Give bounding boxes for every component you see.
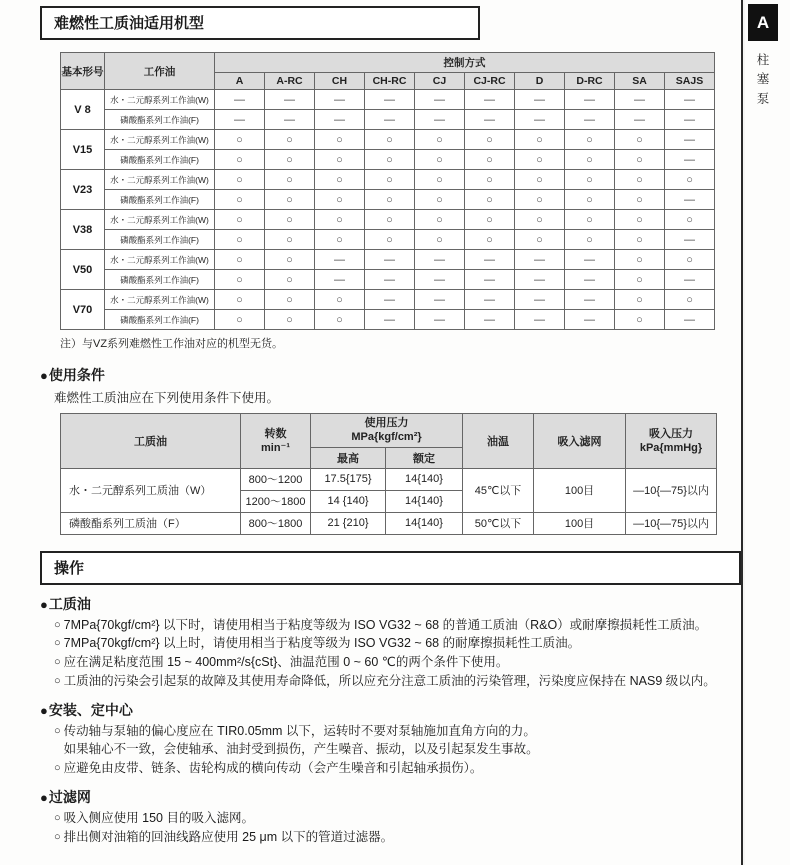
max-pressure-value: 14 {140}	[311, 490, 386, 512]
available-mark: ○	[615, 290, 665, 310]
conditions-row-water-glycol-1	[61, 468, 717, 490]
operation-item-line: 排出侧对油箱的回油线路应使用 25 μm 以下的管道过滤器。	[63, 829, 394, 844]
column-header-fluid: 工质油	[61, 414, 241, 469]
oil-type-cell: 水・二元醇系列工作油(W)	[105, 290, 215, 310]
operation-item-line: 传动轴与泵轴的偏心度应在 TIR0.05mm 以下，运转时不要对泵轴施加直角方向的力。	[63, 723, 536, 738]
available-mark: ○	[365, 130, 415, 150]
oil-type-cell: 磷酸酯系列工作油(F)	[105, 110, 215, 130]
not-available-mark: —	[415, 90, 465, 110]
available-mark: ○	[315, 150, 365, 170]
available-mark: ○	[615, 310, 665, 330]
column-header-control-cj: CJ	[415, 73, 465, 90]
suction-value: —10{—75}以内	[626, 468, 717, 512]
available-mark: ○	[465, 210, 515, 230]
not-available-mark: —	[465, 250, 515, 270]
operation-item	[54, 653, 741, 672]
rated-pressure-value: 14{140}	[386, 490, 463, 512]
operation-subheading	[40, 787, 741, 807]
available-mark: ○	[265, 310, 315, 330]
not-available-mark: —	[665, 90, 715, 110]
column-header-control-cj-rc: CJ-RC	[465, 73, 515, 90]
available-mark: ○	[565, 230, 615, 250]
circle-bullet-icon: ○	[54, 618, 61, 631]
operation-title-text: 操作	[54, 559, 85, 577]
not-available-mark: —	[415, 290, 465, 310]
available-mark: ○	[415, 150, 465, 170]
operation-item-line: 7MPa{70kgf/cm²} 以下时，请使用相当于粘度等级为 ISO VG32 ~ 68 的普通工质油（R&O）或耐摩擦损耗性工质油。	[63, 617, 708, 632]
bullet-icon: ●	[40, 368, 48, 383]
available-mark: ○	[315, 230, 365, 250]
bullet-icon: ●	[40, 596, 48, 612]
not-available-mark: —	[365, 250, 415, 270]
available-mark: ○	[465, 130, 515, 150]
available-mark: ○	[415, 130, 465, 150]
oil-type-cell: 水・二元醇系列工作油(W)	[105, 90, 215, 110]
conditions-heading	[40, 365, 741, 385]
conditions-heading-text: 使用条件	[48, 367, 105, 383]
not-available-mark: —	[315, 110, 365, 130]
model-table-row	[61, 230, 715, 250]
operation-subheading	[40, 594, 741, 614]
available-mark: ○	[215, 270, 265, 290]
speed-header-line2: min⁻¹	[260, 441, 291, 454]
not-available-mark: —	[565, 270, 615, 290]
model-table-row	[61, 210, 715, 230]
rated-pressure-value: 14{140}	[386, 512, 463, 534]
oil-type-cell: 磷酸酯系列工作油(F)	[105, 190, 215, 210]
not-available-mark: —	[565, 90, 615, 110]
not-available-mark: —	[665, 230, 715, 250]
available-mark: ○	[515, 170, 565, 190]
available-mark: ○	[615, 270, 665, 290]
not-available-mark: —	[515, 290, 565, 310]
model-table-row	[61, 170, 715, 190]
operation-subheading-text: 安装、定中心	[48, 701, 133, 718]
operation-subheading-text: 工质油	[48, 595, 91, 612]
circle-bullet-icon: ○	[54, 830, 61, 843]
available-mark: ○	[215, 290, 265, 310]
available-mark: ○	[565, 190, 615, 210]
available-mark: ○	[215, 210, 265, 230]
operation-item	[54, 828, 741, 847]
available-mark: ○	[265, 130, 315, 150]
speed-value: 800～1200	[241, 468, 311, 490]
available-mark: ○	[265, 250, 315, 270]
page-title-text: 难燃性工质油适用机型	[54, 15, 205, 32]
available-mark: ○	[215, 130, 265, 150]
available-mark: ○	[265, 290, 315, 310]
column-header-control-d: D	[515, 73, 565, 90]
column-header-control-ch: CH	[315, 73, 365, 90]
column-header-rated: 额定	[386, 447, 463, 468]
model-table-row	[61, 130, 715, 150]
temp-value: 50℃以下	[463, 512, 534, 534]
speed-header-line1: 转数	[264, 427, 287, 440]
operation-item-text	[64, 759, 741, 778]
oil-type-cell: 水・二元醇系列工作油(W)	[105, 130, 215, 150]
section-index-tab: A	[748, 4, 778, 41]
column-header-model: 基本形号	[61, 53, 105, 90]
operation-item	[54, 672, 741, 691]
not-available-mark: —	[515, 110, 565, 130]
available-mark: ○	[565, 170, 615, 190]
model-table-row	[61, 190, 715, 210]
available-mark: ○	[265, 170, 315, 190]
not-available-mark: —	[465, 270, 515, 290]
column-header-temp: 油温	[463, 414, 534, 469]
oil-type-cell: 磷酸酯系列工作油(F)	[105, 310, 215, 330]
model-table-row	[61, 90, 715, 110]
speed-value: 800～1800	[241, 512, 311, 534]
not-available-mark: —	[365, 110, 415, 130]
column-header-strainer: 吸入滤网	[534, 414, 626, 469]
not-available-mark: —	[265, 90, 315, 110]
conditions-header-row-1	[61, 414, 717, 448]
speed-value: 1200～1800	[241, 490, 311, 512]
available-mark: ○	[465, 230, 515, 250]
available-mark: ○	[565, 150, 615, 170]
not-available-mark: —	[365, 90, 415, 110]
not-available-mark: —	[215, 110, 265, 130]
operation-subheading-text: 过滤网	[48, 788, 91, 805]
not-available-mark: —	[615, 110, 665, 130]
operation-item-text	[64, 672, 741, 691]
available-mark: ○	[315, 290, 365, 310]
fluid-label-water-glycol: 水・二元醇系列工质油（W）	[61, 468, 241, 512]
available-mark: ○	[315, 190, 365, 210]
available-mark: ○	[315, 210, 365, 230]
fluid-label-phosphate: 磷酸酯系列工质油（F）	[61, 512, 241, 534]
available-mark: ○	[215, 310, 265, 330]
available-mark: ○	[615, 250, 665, 270]
column-header-suction	[626, 414, 717, 469]
not-available-mark: —	[365, 290, 415, 310]
operation-item-text	[64, 722, 741, 760]
column-header-control-group: 控制方式	[215, 53, 715, 73]
circle-bullet-icon: ○	[54, 762, 61, 775]
rated-pressure-value: 14{140}	[386, 468, 463, 490]
not-available-mark: —	[665, 130, 715, 150]
available-mark: ○	[315, 310, 365, 330]
operation-item	[54, 759, 741, 778]
circle-bullet-icon: ○	[54, 637, 61, 650]
available-mark: ○	[665, 210, 715, 230]
strainer-value: 100目	[534, 512, 626, 534]
pressure-header-line2: MPa{kgf/cm²}	[351, 431, 422, 444]
available-mark: ○	[465, 190, 515, 210]
available-mark: ○	[215, 250, 265, 270]
available-mark: ○	[365, 150, 415, 170]
operation-sections	[40, 594, 741, 847]
page-title	[40, 6, 480, 40]
operation-item	[54, 634, 741, 653]
available-mark: ○	[415, 230, 465, 250]
max-pressure-value: 21 {210}	[311, 512, 386, 534]
strainer-value: 100目	[534, 468, 626, 512]
not-available-mark: —	[265, 110, 315, 130]
model-name-cell: V 8	[61, 90, 105, 130]
bullet-icon: ●	[40, 789, 48, 805]
not-available-mark: —	[315, 270, 365, 290]
not-available-mark: —	[315, 250, 365, 270]
column-header-speed	[241, 414, 311, 469]
model-table-row	[61, 150, 715, 170]
oil-type-cell: 磷酸酯系列工作油(F)	[105, 230, 215, 250]
available-mark: ○	[465, 150, 515, 170]
column-header-control-ch-rc: CH-RC	[365, 73, 415, 90]
page-edge-index	[745, 0, 790, 865]
available-mark: ○	[565, 210, 615, 230]
not-available-mark: —	[515, 250, 565, 270]
available-mark: ○	[265, 190, 315, 210]
not-available-mark: —	[665, 190, 715, 210]
not-available-mark: —	[415, 270, 465, 290]
operation-item-text	[64, 653, 741, 672]
operation-item-text	[64, 828, 741, 847]
model-table-row	[61, 270, 715, 290]
not-available-mark: —	[465, 310, 515, 330]
available-mark: ○	[415, 170, 465, 190]
model-table-row	[61, 290, 715, 310]
table-note: 注）与VZ系列难燃性工作油对应的机型无货。	[60, 338, 284, 350]
model-table-header-row-1	[61, 53, 715, 73]
not-available-mark: —	[665, 150, 715, 170]
column-header-control-d-rc: D-RC	[565, 73, 615, 90]
available-mark: ○	[215, 230, 265, 250]
circle-bullet-icon: ○	[54, 656, 61, 669]
oil-type-cell: 水・二元醇系列工作油(W)	[105, 170, 215, 190]
available-mark: ○	[265, 270, 315, 290]
not-available-mark: —	[515, 90, 565, 110]
operation-item-text	[64, 634, 741, 653]
column-header-control-sajs: SAJS	[665, 73, 715, 90]
available-mark: ○	[665, 250, 715, 270]
not-available-mark: —	[465, 290, 515, 310]
available-mark: ○	[365, 210, 415, 230]
section-index-label: 柱塞泵	[756, 53, 770, 106]
available-mark: ○	[365, 170, 415, 190]
available-mark: ○	[565, 130, 615, 150]
model-name-cell: V15	[61, 130, 105, 170]
oil-type-cell: 水・二元醇系列工作油(W)	[105, 210, 215, 230]
operation-subheading	[40, 700, 741, 720]
temp-value: 45℃以下	[463, 468, 534, 512]
model-name-cell: V23	[61, 170, 105, 210]
not-available-mark: —	[665, 110, 715, 130]
bullet-icon: ●	[40, 702, 48, 718]
available-mark: ○	[315, 170, 365, 190]
model-name-cell: V70	[61, 290, 105, 330]
model-table-row	[61, 250, 715, 270]
available-mark: ○	[515, 230, 565, 250]
circle-bullet-icon: ○	[54, 724, 61, 737]
usage-conditions-table	[60, 413, 717, 535]
not-available-mark: —	[565, 290, 615, 310]
available-mark: ○	[265, 230, 315, 250]
not-available-mark: —	[415, 110, 465, 130]
oil-type-cell: 水・二元醇系列工作油(W)	[105, 250, 215, 270]
oil-type-cell: 磷酸酯系列工作油(F)	[105, 270, 215, 290]
operation-item-line: 7MPa{70kgf/cm²} 以上时，请使用相当于粘度等级为 ISO VG32 ~ 68 的耐摩擦损耗性工质油。	[63, 636, 581, 651]
not-available-mark: —	[315, 90, 365, 110]
operation-section-title	[40, 551, 741, 585]
available-mark: ○	[515, 150, 565, 170]
operation-item	[54, 616, 741, 635]
suction-value: —10{—75}以内	[626, 512, 717, 534]
not-available-mark: —	[465, 110, 515, 130]
column-header-max: 最高	[311, 447, 386, 468]
operation-item-line: 如果轴心不一致，会使轴承、油封受到损伤，产生噪音、振动，以及引起泵发生事故。	[63, 742, 539, 757]
model-name-cell: V50	[61, 250, 105, 290]
oil-type-cell: 磷酸酯系列工作油(F)	[105, 150, 215, 170]
not-available-mark: —	[565, 310, 615, 330]
model-name-cell: V38	[61, 210, 105, 250]
not-available-mark: —	[665, 310, 715, 330]
available-mark: ○	[265, 150, 315, 170]
available-mark: ○	[615, 130, 665, 150]
available-mark: ○	[615, 210, 665, 230]
column-header-oil: 工作油	[105, 53, 215, 90]
applicable-models-table	[60, 52, 715, 330]
column-header-pressure	[311, 414, 463, 448]
not-available-mark: —	[215, 90, 265, 110]
column-header-control-a: A	[215, 73, 265, 90]
pressure-header-line1: 使用压力	[364, 417, 409, 429]
operation-item-line: 工质油的污染会引起泵的故障及其使用寿命降低，所以应充分注意工质油的污染管理，污染度应保持在 NAS9 级以内。	[63, 673, 716, 688]
available-mark: ○	[215, 150, 265, 170]
operation-item	[54, 809, 741, 828]
operation-item-line: 吸入侧应使用 150 目的吸入滤网。	[63, 810, 254, 825]
not-available-mark: —	[515, 310, 565, 330]
suction-header-line2: kPa{mmHg}	[639, 441, 703, 454]
conditions-row-phosphate	[61, 512, 717, 534]
not-available-mark: —	[565, 110, 615, 130]
not-available-mark: —	[415, 250, 465, 270]
operation-item	[54, 722, 741, 760]
available-mark: ○	[515, 190, 565, 210]
circle-bullet-icon: ○	[54, 674, 61, 687]
available-mark: ○	[465, 170, 515, 190]
not-available-mark: —	[465, 90, 515, 110]
column-header-control-sa: SA	[615, 73, 665, 90]
model-table-row	[61, 110, 715, 130]
model-table-row	[61, 310, 715, 330]
available-mark: ○	[615, 190, 665, 210]
not-available-mark: —	[615, 90, 665, 110]
available-mark: ○	[515, 130, 565, 150]
column-header-control-a-rc: A-RC	[265, 73, 315, 90]
available-mark: ○	[215, 170, 265, 190]
suction-header-line1: 吸入压力	[649, 427, 694, 440]
available-mark: ○	[415, 210, 465, 230]
not-available-mark: —	[565, 250, 615, 270]
available-mark: ○	[315, 130, 365, 150]
available-mark: ○	[515, 210, 565, 230]
available-mark: ○	[365, 230, 415, 250]
available-mark: ○	[615, 170, 665, 190]
available-mark: ○	[665, 170, 715, 190]
not-available-mark: —	[365, 310, 415, 330]
circle-bullet-icon: ○	[54, 811, 61, 824]
available-mark: ○	[215, 190, 265, 210]
available-mark: ○	[265, 210, 315, 230]
operation-item-text	[64, 809, 741, 828]
not-available-mark: —	[365, 270, 415, 290]
conditions-intro: 难燃性工质油应在下列使用条件下使用。	[54, 391, 280, 405]
available-mark: ○	[415, 190, 465, 210]
operation-item-text	[64, 616, 741, 635]
not-available-mark: —	[515, 270, 565, 290]
not-available-mark: —	[665, 270, 715, 290]
available-mark: ○	[615, 150, 665, 170]
operation-item-line: 应避免由皮带、链条、齿轮构成的横向传动（会产生噪音和引起轴承损伤）。	[63, 761, 483, 776]
available-mark: ○	[365, 190, 415, 210]
available-mark: ○	[665, 290, 715, 310]
operation-item-line: 应在满足粘度范围 15 ~ 400mm²/s{cSt}、油温范围 0 ~ 60 ℃的两个条件下使用。	[63, 655, 509, 670]
not-available-mark: —	[415, 310, 465, 330]
available-mark: ○	[615, 230, 665, 250]
max-pressure-value: 17.5{175}	[311, 468, 386, 490]
